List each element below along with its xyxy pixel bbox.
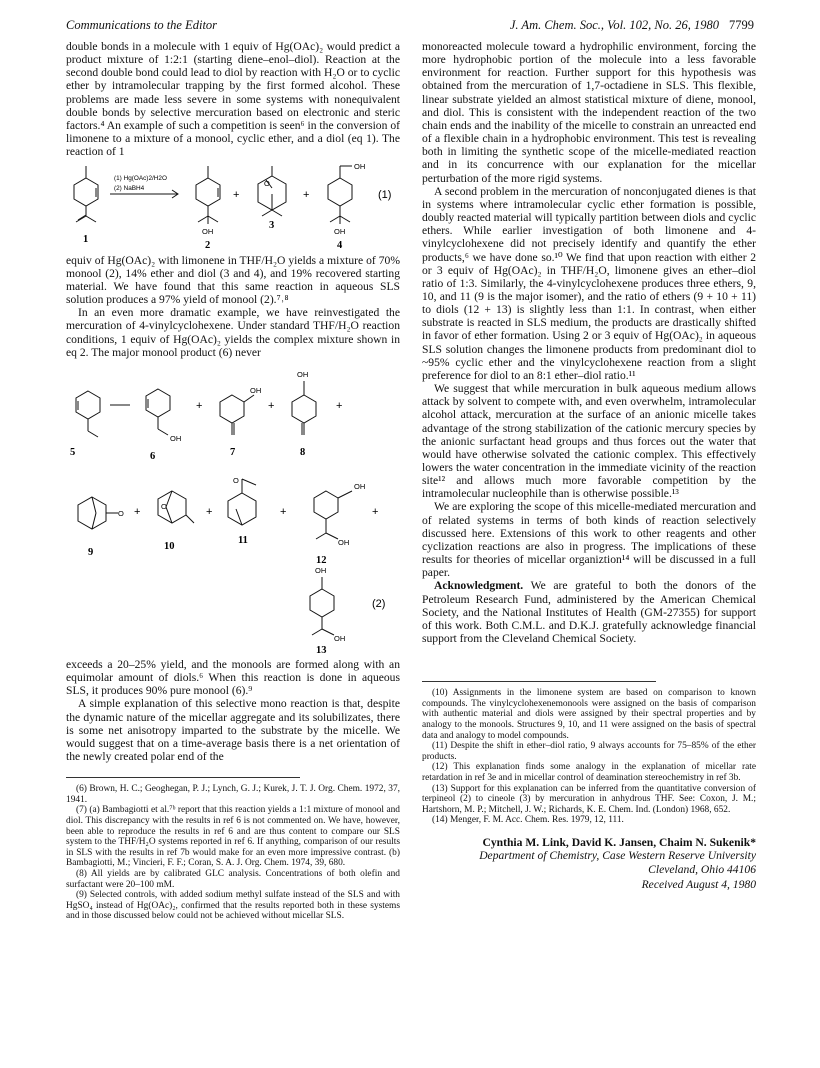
author-list: Cynthia M. Link, David K. Jansen, Chaim N. Sukenik*	[482, 835, 756, 849]
ether-oxygen: O	[233, 475, 239, 485]
right-footnotes	[422, 688, 756, 826]
left-paragraph-1: double bonds in a molecule with 1 equiv of Hg(OAc)₂ would predict a product mixture of 1:2:1 (starting diene–enol–diol). Reaction at the second double bond could lead to diol by reaction with H₂O or to cyclic ether by intramolecular trapping by the first formed alcohol. These problems are made less severe in some systems with nonequivalent double bonds by selective mercuration based on electronic and steric factors.⁴ An example of such a competition is seen⁶ in the conversion of limonene to a mixture of a monool, cyclic ether, and a diol (eq 1). The reaction of 1	[66, 40, 400, 159]
left-paragraph-3: In an even more dramatic example, we have reinvestigated the mercuration of 4-vinylcyclohexene. Under standard THF/H₂O reaction conditions, 1 equiv of Hg(OAc)₂ yields the complex mixture shown in eq 2. The major monool product (6) never	[66, 306, 400, 359]
left-column	[66, 40, 400, 922]
equation-1	[66, 158, 400, 253]
hydroxyl-label: OH	[354, 481, 366, 491]
reagent-line-1: (1) Hg(OAc)2/H2O	[114, 175, 167, 183]
hydroxyl-label: OH	[250, 385, 262, 395]
left-paragraph-4: exceeds a 20–25% yield, and the monools are formed along with an equimolar amount of diols.⁶ When this reaction is done in aqueous SLS, it produces 90% pure monool (6).⁹	[66, 657, 400, 698]
ether-11-ring	[228, 493, 256, 525]
equation-1-scheme	[66, 158, 400, 250]
compound-label: 5	[70, 446, 76, 458]
footnote-7: (7) (a) Bambagiotti et al.⁷ᵇ report that this reaction yields a 1:1 mixture of monool and diol. This discrepancy with the results in ref 6 is not commented on. We have, however, been able to reproduce the results in ref 6 and are thus content to compare our SLS system to the THF/H₂O systems reported in ref 6. If anything, comparison of our results in SLS with the results in ref 7b would make for an even more impressive contrast. (b) Bambagiotti, M.; Vincieri, F. F.; Coran, S. A. J. Org. Chem. 1974, 39, 680.	[66, 805, 400, 869]
compound-label: 1	[83, 234, 89, 246]
footnote-6: (6) Brown, H. C.; Geoghegan, P. J.; Lynch, G. J.; Kurek, J. T. J. Org. Chem. 1972, 37, 1941.	[66, 784, 400, 805]
diol-ring	[328, 178, 352, 206]
hydroxyl-label: OH	[202, 227, 214, 237]
ether-oxygen: O	[161, 501, 167, 511]
ether-9-ring	[78, 497, 106, 529]
plus-sign: +	[268, 399, 275, 412]
ether-oxygen: O	[118, 508, 124, 518]
right-paragraph-3: We suggest that while mercuration in bulk aqueous medium allows attack by solvent to compete with, and even overwhelm, intramolecular alcohol attack, mercuration at the surface of an anionic micelle takes advantage of the strong stabilization of the cationic mercury species by the anionic surfactant head groups and thus forces out the water that would have otherwise solvated the cationic complex. This effectively lowers the water concentration in the immediate vicinity of the reaction site¹² and allows much more favorable competition by the intramolecular nucleophile than is otherwise possible.¹³	[422, 382, 756, 501]
affiliation-line-1: Department of Chemistry, Case Western Reserve University	[479, 849, 756, 863]
compound-label: 13	[316, 644, 327, 655]
equation-number: (2)	[372, 597, 386, 610]
left-footnotes	[66, 784, 400, 922]
hydroxyl-label: OH	[354, 162, 366, 172]
compound-label: 12	[316, 554, 327, 566]
hydroxyl-label: OH	[315, 565, 327, 575]
plus-sign: +	[134, 505, 141, 518]
compound-label: 7	[230, 446, 236, 458]
compound-label: 10	[164, 540, 175, 552]
compound-label: 4	[337, 240, 343, 251]
compound-label: 2	[205, 240, 211, 251]
acknowledgment	[422, 579, 756, 645]
right-paragraph-1: monoreacted molecule toward a hydrophilic environment, forcing the more hydrophobic portion of the molecule into a less favorable environment for reaction. Further support for this hypothesis was obtained from the mercuration of 1,7-octadiene in SLS. This flexible, linear substrate yielded an almost statistical mixture of diene, monool, and diol. This is consistent with the independent reaction of the two chain ends and the inability of the micelle to constrain an unreacted end of a flexible chain in a hydrophobic environment. This test is revealing both in limiting the synthetic scope of the micelle-mediated reaction and in its concurrence with our explanation for the micellar perturbation of the more rigid systems.	[422, 40, 756, 185]
footnote-12: (12) This explanation finds some analogy in the explanation of micellar rate retardation in ref 3e and in micellar control of deamination stereochemistry in ref 3b.	[422, 762, 756, 783]
compound-label: 6	[150, 450, 156, 462]
left-paragraph-2: equiv of Hg(OAc)₂ with limonene in THF/H₂O yields a mixture of 70% monool (2), 14% ether and diol (3 and 4), and 19% recovered starting material. We have found that this same reaction in aqueous SLS solution produces a 97% yield of monool (2).⁷˒⁸	[66, 253, 400, 307]
right-column	[422, 40, 756, 891]
plus-sign: +	[233, 189, 240, 202]
equation-2-scheme	[66, 359, 400, 655]
compound-label: 8	[300, 446, 306, 458]
hydroxyl-label: OH	[297, 369, 309, 379]
vinylcyclohexene-ring	[76, 391, 100, 419]
plus-sign: +	[196, 399, 203, 412]
hydroxyl-label: OH	[334, 633, 346, 643]
reagent-line-2: (2) NaBH4	[114, 185, 145, 193]
monool-ring	[196, 178, 220, 206]
compound-label: 9	[88, 546, 94, 558]
plus-sign: +	[303, 189, 310, 202]
footnote-13: (13) Support for this explanation can be inferred from the quantitative conversion of terpineol (2) to cineole (3) by mercuration in anhydrous THF. See: Coxon, J. M.; Hartshorn, M. P.; Mitchell, J. W.; Richards, K. E. Chem. Ind. (London) 1968, 652.	[422, 783, 756, 815]
compound-label: 11	[238, 534, 248, 546]
monool-8-ring	[292, 395, 316, 423]
hydroxyl-label: OH	[338, 537, 350, 547]
affiliation-line-2: Cleveland, Ohio 44106	[648, 862, 756, 876]
limonene-ring	[74, 178, 98, 206]
journal-citation: J. Am. Chem. Soc., Vol. 102, No. 26, 1980	[509, 18, 719, 32]
footnote-9: (9) Selected controls, with added sodium methyl sulfate instead of the SLS and with HgSO₄ instead of Hg(OAc)₂, confirmed that the results reported both in these systems and in those discussed below could not be achieved without micellar SLS.	[66, 890, 400, 922]
plus-sign: +	[372, 505, 379, 518]
diol-13-ring	[310, 589, 334, 617]
footnote-8: (8) All yields are by calibrated GLC analysis. Concentrations of both olefin and surfactant were 20–100 mM.	[66, 868, 400, 890]
equation-number: (1)	[378, 189, 392, 202]
footnote-10: (10) Assignments in the limonene system are based on comparison to known compounds. The vinylcyclohexenemonools were assigned on the basis of comparison with authentic material and diols were assigned by their spectral properties and by analogy to the monools. Structures 9, 10, and 11 were assigned on the basis of spectral data and analogy to model compounds.	[422, 688, 756, 741]
plus-sign: +	[336, 399, 343, 412]
acknowledgment-heading: Acknowledgment.	[434, 579, 524, 593]
monool-7-ring	[220, 395, 244, 423]
footnote-14: (14) Menger, F. M. Acc. Chem. Res. 1979, 12, 111.	[432, 815, 624, 826]
footnote-rule	[66, 777, 300, 778]
plus-sign: +	[280, 505, 287, 518]
page-number: 7799	[729, 18, 754, 32]
footnote-rule	[422, 681, 656, 682]
equation-2	[66, 359, 400, 658]
running-head-right	[510, 18, 754, 33]
acknowledgment-body: We are grateful to both the donors of the Petroleum Research Fund, administered by the American Chemical Society, and the National Institutes of Health (GM-27355) for support of this work. Both C.M.L. and D.K.J. gratefully acknowledge financial support from the Cleveland Chemical Society.	[422, 579, 756, 646]
hydroxyl-label: OH	[334, 227, 346, 237]
right-paragraph-4: We are exploring the scope of this micelle-mediated mercuration and of related systems in terms of both kinds of reaction selectively discussed here. Extensions of this work to other reagents and other cyclization reactions are also in progress. The implications of these results for theories of micellar organiztion¹⁴ will be discussed in a full paper.	[422, 500, 756, 580]
ether-oxygen: O	[264, 179, 270, 189]
diol-12-ring	[314, 491, 338, 519]
plus-sign: +	[206, 505, 213, 518]
running-head-left: Communications to the Editor	[66, 18, 218, 32]
monool-6-ring	[146, 389, 170, 417]
compound-label: 3	[269, 220, 275, 232]
left-paragraph-5: A simple explanation of this selective mono reaction is that, despite the dynamic nature of the micellar aggregate and its solubilizates, there is some net anisotropy imparted to the substrate by the micelle. We would suggest that on a time-average basis there is a net orientation of the newly created polar end of the	[66, 697, 400, 764]
received-date: Received August 4, 1980	[641, 878, 756, 892]
right-paragraph-2: A second problem in the mercuration of nonconjugated dienes is that in systems where intramolecular cyclic ether formation is possible, doubly reacted material will typically partition between diols and cyclic ethers. While earlier investigation of both limonene and 4-vinylcyclohexene did not precisely identify and quantify the ether products,⁶ we have done so.¹⁰ We find that upon reaction with either 2 or 3 equiv of Hg(OAc)₂ in THF/H₂O, limonene gives an ether–diol ratio of 1:3. Similarly, the 4-vinylcyclohexene produces three ethers, 9, 10, and 11 (9 is the major isomer), and the ratio of ethers (9 + 10 + 11) to diols (12 + 13) is slightly less than 1:1. In contrast, when either substrate is reacted in SLS medium, the products are drastically shifted in favor of ether formation. Using 2 or 3 equiv of Hg(OAc)₂ in aqueous SLS solution changes the limonene products from predominant diol to ~95% cyclic ether and the vinylcyclohexene reaction from a slight preference for diol to an 8:1 ether–diol ratio.¹¹	[422, 184, 756, 382]
hydroxyl-label: OH	[170, 433, 182, 443]
footnote-11: (11) Despite the shift in ether–diol ratio, 9 always accounts for 75–85% of the ether products.	[422, 741, 756, 762]
